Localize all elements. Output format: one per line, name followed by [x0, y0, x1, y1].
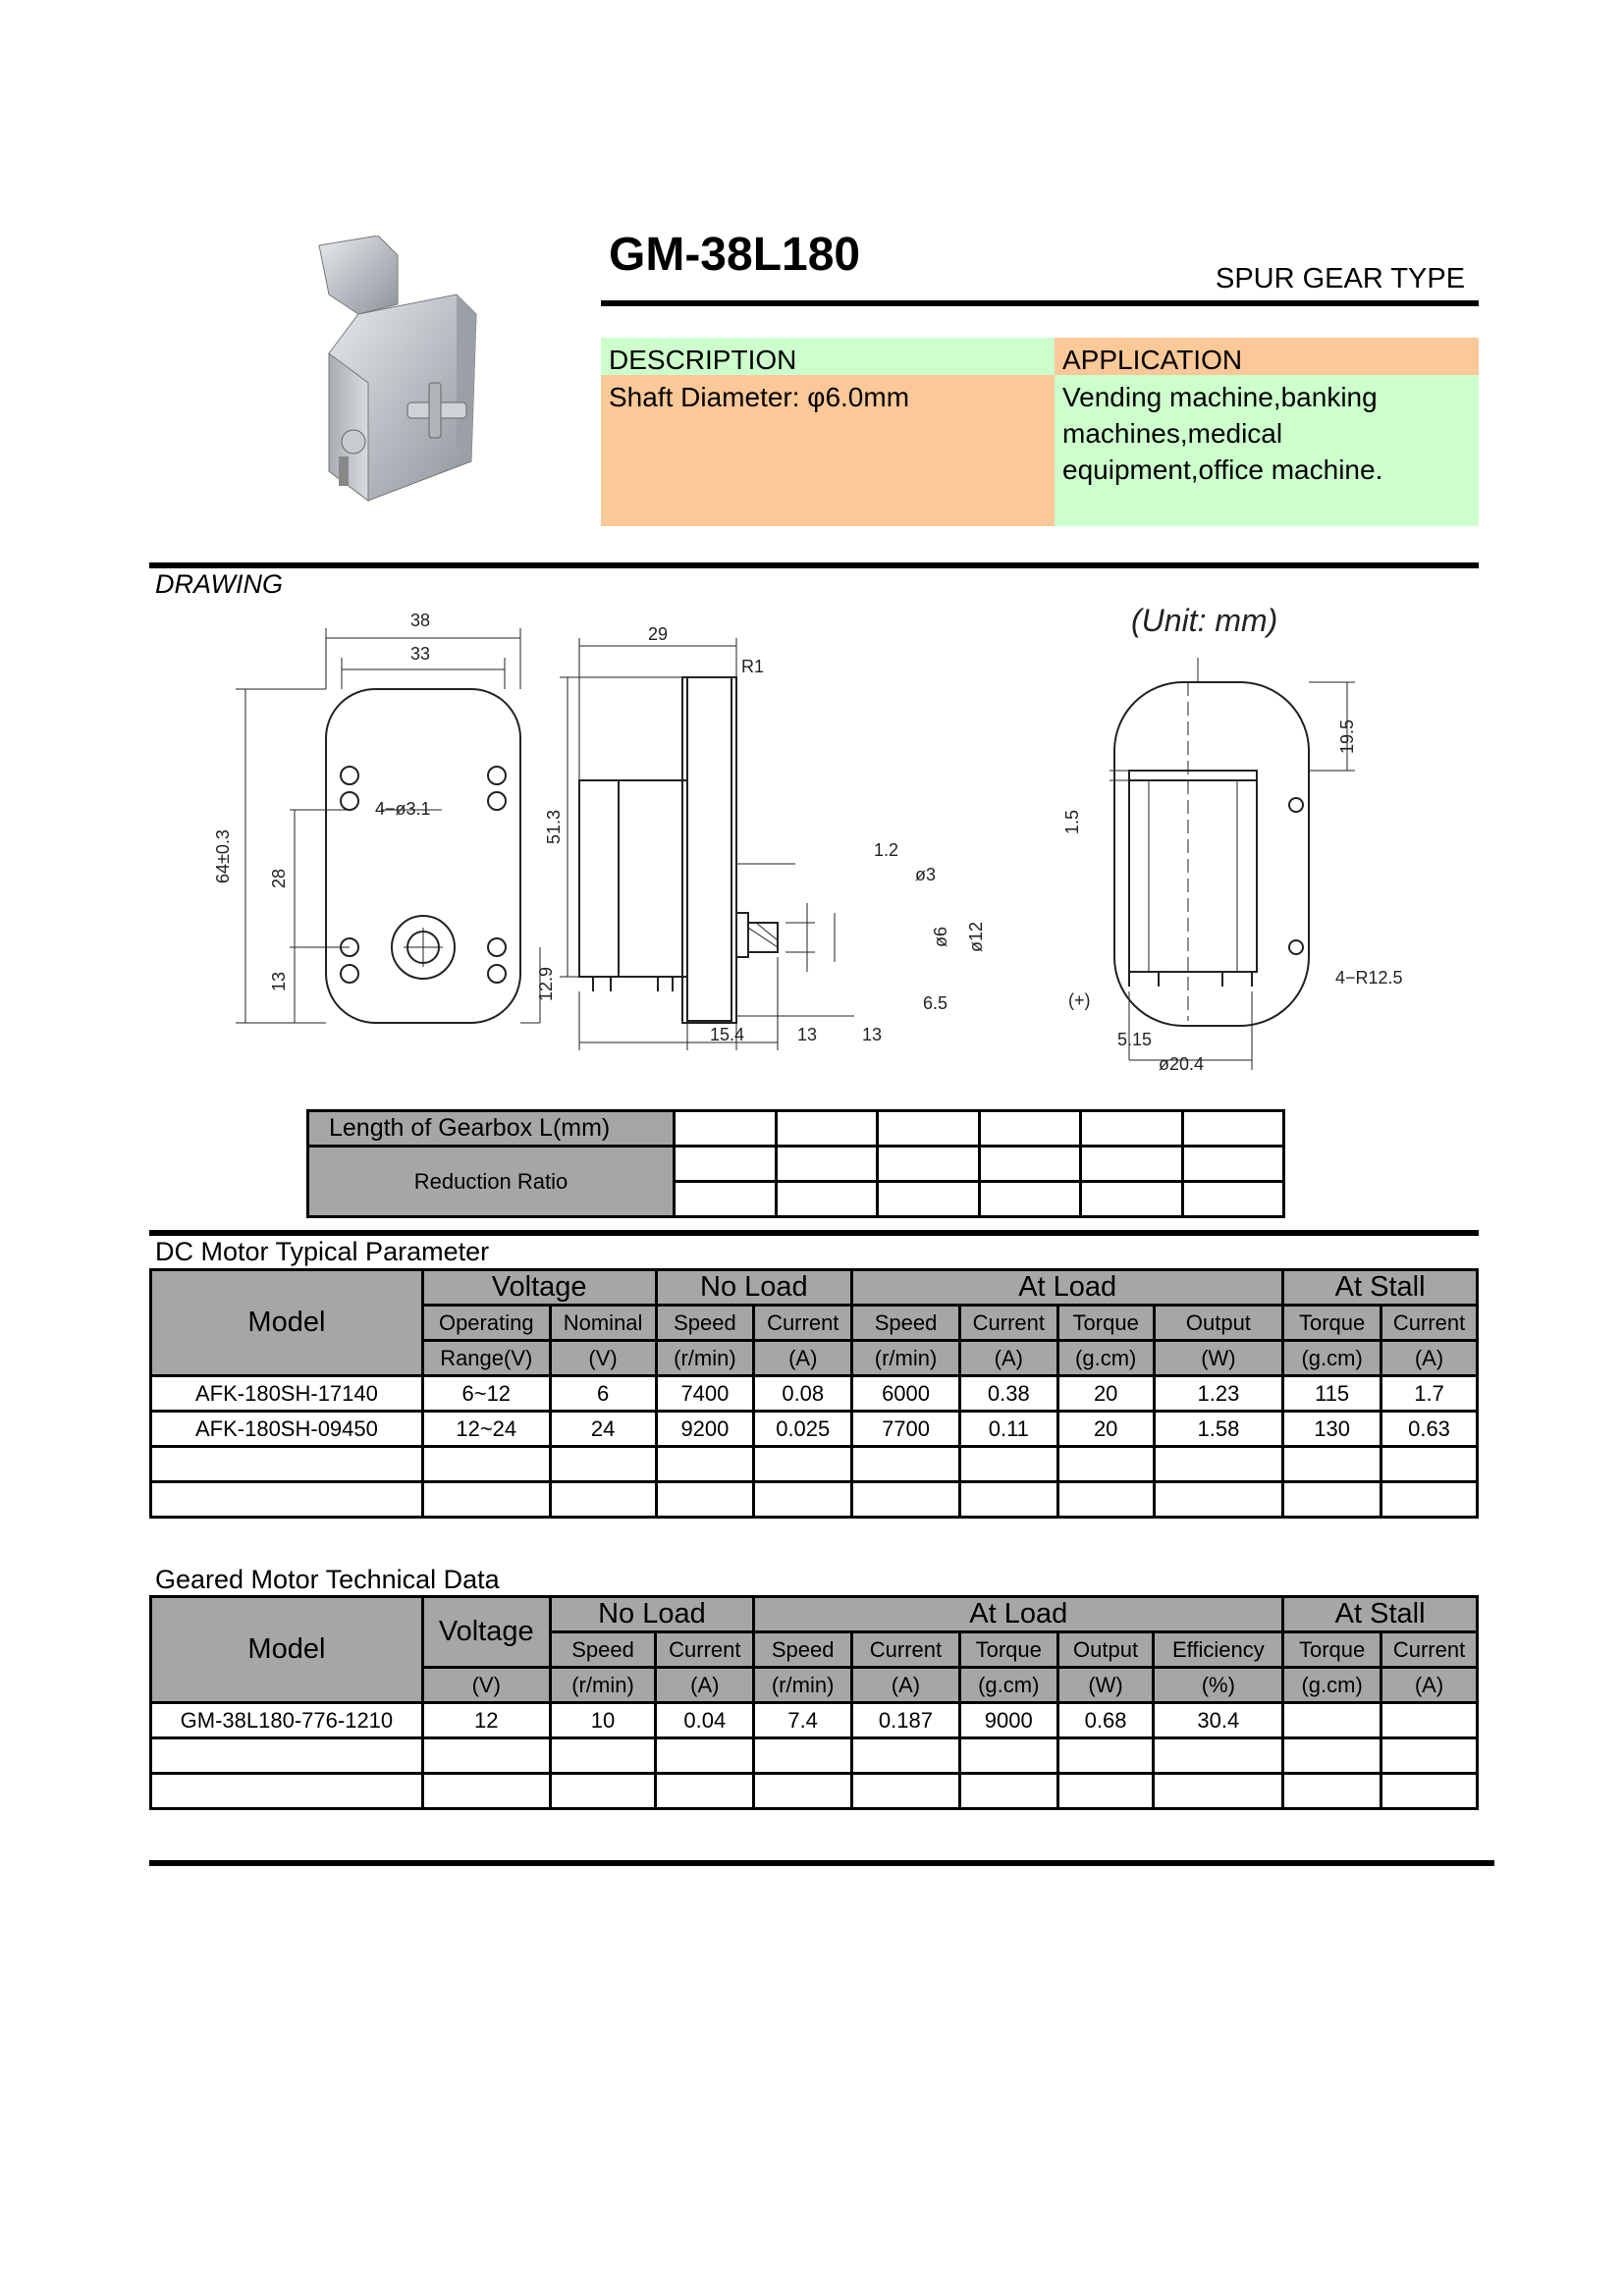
gm-load-output-unit: (W) — [1057, 1668, 1154, 1703]
dc-current-header: Current — [754, 1306, 852, 1341]
gm-model-header: Model — [151, 1597, 423, 1703]
gearbox-cell — [1081, 1182, 1183, 1217]
dc-cell: 20 — [1057, 1412, 1154, 1447]
product-photo — [260, 236, 496, 530]
table-row — [151, 1376, 1478, 1412]
gm-load-speed-header: Speed — [754, 1632, 852, 1668]
dc-cell: 1.23 — [1154, 1376, 1283, 1412]
gm-cell — [151, 1774, 423, 1809]
dim-d6: ø6 — [931, 926, 950, 947]
dc-motor-table — [149, 1268, 1479, 1519]
gm-load-torque-unit: (g.cm) — [959, 1668, 1057, 1703]
title-divider — [601, 300, 1479, 306]
dc-cell: AFK-180SH-17140 — [151, 1376, 423, 1412]
gm-stall-current-unit: (A) — [1381, 1668, 1478, 1703]
gearbox-cell — [878, 1147, 980, 1182]
dc-cell — [754, 1447, 852, 1482]
dc-load-speed-unit: (r/min) — [852, 1341, 960, 1376]
gm-stall-current-header: Current — [1381, 1632, 1478, 1668]
dim-1-5: 1.5 — [1062, 809, 1082, 834]
dc-cell: 20 — [1057, 1376, 1154, 1412]
dc-load-output-unit: (W) — [1154, 1341, 1283, 1376]
gm-cell — [1057, 1738, 1154, 1774]
gearbox-cell — [776, 1147, 878, 1182]
dc-atload-header: At Load — [852, 1270, 1283, 1306]
gearbox-cell — [979, 1111, 1081, 1147]
dc-nominal-header: Nominal — [550, 1306, 656, 1341]
dc-stall-current-header: Current — [1381, 1306, 1478, 1341]
dim-13-a: 13 — [269, 971, 289, 991]
description-text: Shaft Diameter: φ6.0mm — [601, 375, 1055, 526]
gearbox-table — [306, 1109, 1285, 1218]
dim-6-5: 6.5 — [923, 993, 948, 1013]
dc-cell — [1381, 1447, 1478, 1482]
gm-cell: 0.04 — [656, 1703, 754, 1738]
gm-cell — [1283, 1703, 1381, 1738]
dc-oprange-header: Operating — [422, 1306, 550, 1341]
gearbox-cell — [1081, 1111, 1183, 1147]
dc-cell — [422, 1447, 550, 1482]
gm-cell: 10 — [550, 1703, 656, 1738]
drawing-label: DRAWING — [155, 569, 284, 599]
dc-cell: 9200 — [656, 1412, 754, 1447]
gm-load-current-unit: (A) — [852, 1668, 960, 1703]
dim-28: 28 — [269, 868, 289, 888]
gm-cell — [422, 1738, 550, 1774]
gm-cell — [656, 1774, 754, 1809]
dc-cell: 0.08 — [754, 1376, 852, 1412]
dc-nominal-unit: (V) — [550, 1341, 656, 1376]
dim-13-c: 13 — [862, 1025, 883, 1044]
dc-load-current-unit: (A) — [959, 1341, 1057, 1376]
gearbox-cell — [878, 1182, 980, 1217]
table-row — [151, 1447, 1478, 1482]
dim-51-3: 51.3 — [544, 809, 564, 844]
dim-plus: (+) — [1068, 990, 1091, 1010]
dc-cell: 7700 — [852, 1412, 960, 1447]
dim-64: 64±0.3 — [213, 829, 233, 883]
gm-cell — [1154, 1774, 1283, 1809]
dc-model-header: Model — [151, 1270, 423, 1376]
geared-motor-table — [149, 1595, 1479, 1810]
dc-cell — [852, 1482, 960, 1518]
dc-cell — [656, 1447, 754, 1482]
gm-load-torque-header: Torque — [959, 1632, 1057, 1668]
dc-cell — [1283, 1482, 1381, 1518]
dc-current-unit: (A) — [754, 1341, 852, 1376]
dc-atstall-header: At Stall — [1283, 1270, 1478, 1306]
gearbox-cell — [979, 1182, 1081, 1217]
rear-view — [1110, 658, 1355, 1070]
dim-r12-5: 4−R12.5 — [1335, 968, 1403, 988]
dc-speed-header: Speed — [656, 1306, 754, 1341]
dc-cell — [1283, 1447, 1381, 1482]
gm-cell — [959, 1774, 1057, 1809]
gm-load-eff-header: Efficiency — [1154, 1632, 1283, 1668]
gear-type-label: SPUR GEAR TYPE — [1216, 263, 1466, 294]
dc-motor-heading: DC Motor Typical Parameter — [155, 1237, 490, 1266]
dc-cell: 0.63 — [1381, 1412, 1478, 1447]
dc-stall-torque-unit: (g.cm) — [1283, 1341, 1381, 1376]
dc-cell — [1057, 1482, 1154, 1518]
gearbox-cell — [1182, 1147, 1284, 1182]
gm-cell — [754, 1774, 852, 1809]
dc-load-torque-header: Torque — [1057, 1306, 1154, 1341]
drawing-divider — [149, 562, 1479, 568]
side-view — [560, 638, 854, 1050]
gearbox-cell — [878, 1111, 980, 1147]
dc-oprange-unit: Range(V) — [422, 1341, 550, 1376]
dc-cell: 6~12 — [422, 1376, 550, 1412]
dc-cell: 1.7 — [1381, 1376, 1478, 1412]
gm-cell: 7.4 — [754, 1703, 852, 1738]
gm-cell — [550, 1774, 656, 1809]
gm-load-current-header: Current — [852, 1632, 960, 1668]
gm-voltage-unit: (V) — [422, 1668, 550, 1703]
dim-4-holes: 4−ø3.1 — [375, 799, 431, 819]
dc-load-output-header: Output — [1154, 1306, 1283, 1341]
dim-33: 33 — [410, 644, 431, 664]
dc-cell: 6 — [550, 1376, 656, 1412]
gm-cell: 0.187 — [852, 1703, 960, 1738]
table-row — [151, 1774, 1478, 1809]
table-row — [151, 1412, 1478, 1447]
dc-noload-header: No Load — [656, 1270, 852, 1306]
dc-cell — [1154, 1482, 1283, 1518]
dim-38: 38 — [410, 611, 431, 630]
dc-cell — [1154, 1447, 1283, 1482]
dc-cell — [656, 1482, 754, 1518]
table-row — [151, 1703, 1478, 1738]
gearbox-cell — [1182, 1182, 1284, 1217]
dim-13-b: 13 — [797, 1025, 818, 1044]
dc-speed-unit: (r/min) — [656, 1341, 754, 1376]
gm-cell: 0.68 — [1057, 1703, 1154, 1738]
gearbox-cell — [776, 1111, 878, 1147]
application-header: APPLICATION — [1055, 338, 1479, 375]
gearbox-cell — [1182, 1111, 1284, 1147]
gm-current-header: Current — [656, 1632, 754, 1668]
dim-d20-4: ø20.4 — [1159, 1054, 1205, 1074]
gm-load-eff-unit: (%) — [1154, 1668, 1283, 1703]
dc-cell — [1381, 1482, 1478, 1518]
dc-cell — [959, 1482, 1057, 1518]
dc-cell: 0.38 — [959, 1376, 1057, 1412]
dc-cell — [959, 1447, 1057, 1482]
dc-cell: 115 — [1283, 1376, 1381, 1412]
reduction-ratio-label: Reduction Ratio — [308, 1147, 675, 1217]
gm-cell — [852, 1774, 960, 1809]
gm-cell: 9000 — [959, 1703, 1057, 1738]
bottom-divider — [149, 1860, 1494, 1866]
gm-cell — [852, 1738, 960, 1774]
dc-cell — [422, 1482, 550, 1518]
gearbox-cell — [1081, 1147, 1183, 1182]
dc-cell: 24 — [550, 1412, 656, 1447]
dc-cell — [151, 1447, 423, 1482]
dc-cell: 6000 — [852, 1376, 960, 1412]
gm-cell: 12 — [422, 1703, 550, 1738]
dc-stall-current-unit: (A) — [1381, 1341, 1478, 1376]
dc-cell — [754, 1482, 852, 1518]
dim-15-4: 15.4 — [710, 1025, 745, 1044]
model-title: GM-38L180 — [609, 229, 861, 281]
gm-cell — [959, 1738, 1057, 1774]
dim-19-5: 19.5 — [1337, 719, 1357, 754]
gm-atstall-header: At Stall — [1283, 1597, 1478, 1632]
dc-cell — [550, 1447, 656, 1482]
gm-atload-header: At Load — [754, 1597, 1283, 1632]
gm-load-output-header: Output — [1057, 1632, 1154, 1668]
dim-1-2: 1.2 — [874, 840, 899, 860]
gm-speed-header: Speed — [550, 1632, 656, 1668]
gm-cell: 30.4 — [1154, 1703, 1283, 1738]
dc-cell: AFK-180SH-09450 — [151, 1412, 423, 1447]
gearbox-length-label: Length of Gearbox L(mm) — [308, 1111, 675, 1147]
application-text: Vending machine,banking machines,medical equipment,office machine. — [1055, 375, 1479, 526]
gm-cell — [1283, 1738, 1381, 1774]
gm-cell — [754, 1738, 852, 1774]
gm-stall-torque-unit: (g.cm) — [1283, 1668, 1381, 1703]
gm-stall-torque-header: Torque — [1283, 1632, 1381, 1668]
dc-cell: 130 — [1283, 1412, 1381, 1447]
dc-cell: 12~24 — [422, 1412, 550, 1447]
gm-cell — [550, 1738, 656, 1774]
gm-current-unit: (A) — [656, 1668, 754, 1703]
gm-cell — [656, 1738, 754, 1774]
gm-cell — [1381, 1738, 1478, 1774]
gm-cell — [1057, 1774, 1154, 1809]
gearbox-cell — [675, 1147, 777, 1182]
dim-12-9: 12.9 — [536, 966, 556, 1001]
dc-cell: 0.11 — [959, 1412, 1057, 1447]
dc-cell — [550, 1482, 656, 1518]
gearbox-cell — [675, 1182, 777, 1217]
dim-d3: ø3 — [915, 865, 937, 884]
dim-d12: ø12 — [966, 921, 986, 952]
gm-voltage-header: Voltage — [422, 1597, 550, 1668]
table-row — [151, 1738, 1478, 1774]
unit-label: (Unit: mm) — [1131, 603, 1278, 638]
gearbox-cell — [776, 1182, 878, 1217]
dc-load-current-header: Current — [959, 1306, 1057, 1341]
dc-cell: 0.025 — [754, 1412, 852, 1447]
dc-load-torque-unit: (g.cm) — [1057, 1341, 1154, 1376]
gm-cell — [422, 1774, 550, 1809]
front-view — [236, 628, 540, 1023]
gm-cell — [1154, 1738, 1283, 1774]
gearbox-cell — [979, 1147, 1081, 1182]
dc-cell: 1.58 — [1154, 1412, 1283, 1447]
gm-noload-header: No Load — [550, 1597, 754, 1632]
dc-cell — [1057, 1447, 1154, 1482]
dc-divider — [149, 1230, 1479, 1236]
dim-29: 29 — [648, 624, 669, 644]
table-row — [151, 1482, 1478, 1518]
gm-speed-unit: (r/min) — [550, 1668, 656, 1703]
dc-load-speed-header: Speed — [852, 1306, 960, 1341]
technical-drawing — [147, 599, 1483, 1090]
description-header: DESCRIPTION — [601, 338, 1055, 375]
dim-r1: R1 — [741, 657, 765, 676]
gm-cell — [1381, 1703, 1478, 1738]
gearbox-cell — [675, 1111, 777, 1147]
dc-voltage-header: Voltage — [422, 1270, 656, 1306]
gm-cell: GM-38L180-776-1210 — [151, 1703, 423, 1738]
dc-stall-torque-header: Torque — [1283, 1306, 1381, 1341]
description-application-box — [601, 338, 1479, 526]
dc-cell — [151, 1482, 423, 1518]
dc-cell: 7400 — [656, 1376, 754, 1412]
gm-load-speed-unit: (r/min) — [754, 1668, 852, 1703]
gm-cell — [1283, 1774, 1381, 1809]
dim-5-15: 5.15 — [1117, 1030, 1153, 1049]
gm-cell — [1381, 1774, 1478, 1809]
dimension-labels — [213, 611, 1403, 1074]
gm-cell — [151, 1738, 423, 1774]
dc-cell — [852, 1447, 960, 1482]
geared-motor-heading: Geared Motor Technical Data — [155, 1565, 500, 1594]
